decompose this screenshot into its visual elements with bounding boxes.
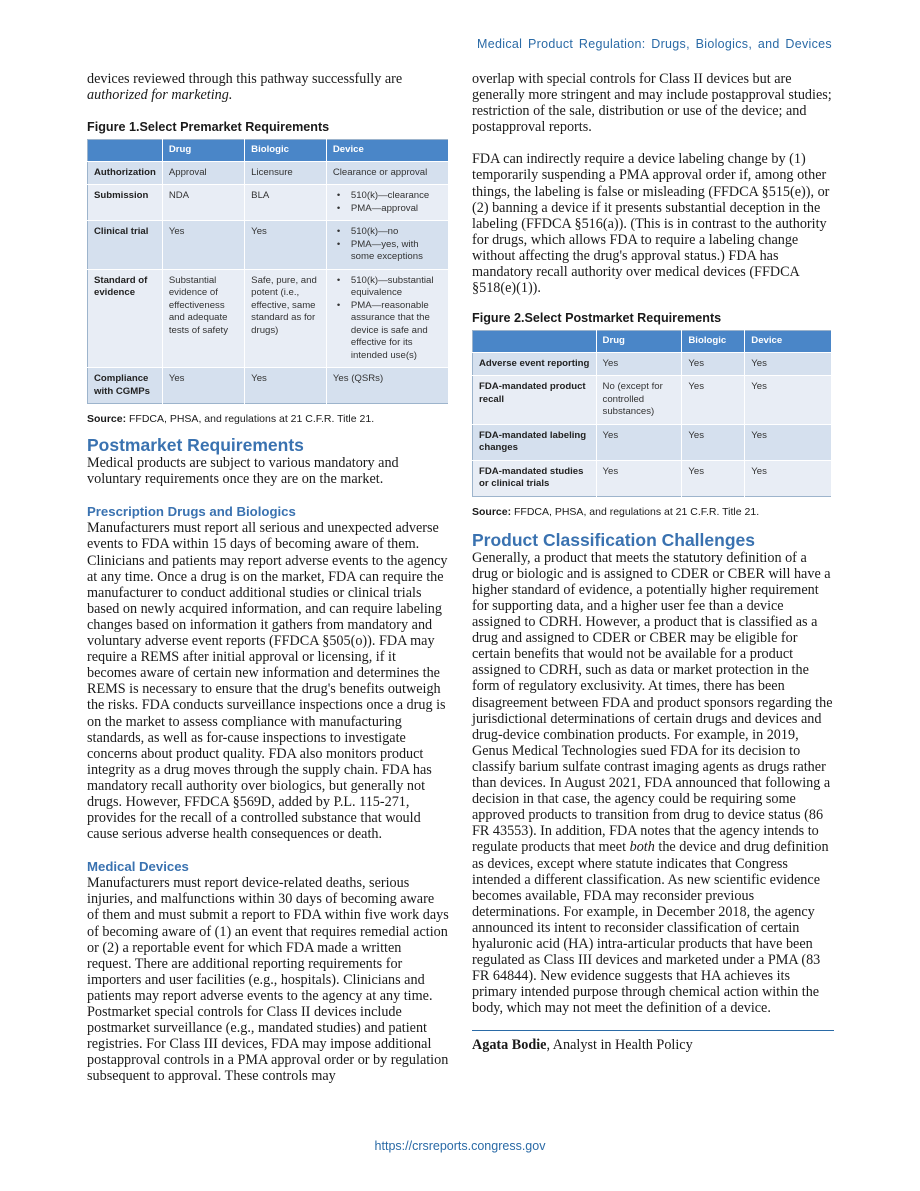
table-row xyxy=(473,460,832,496)
table-row xyxy=(88,161,449,185)
table-row xyxy=(88,269,449,368)
column-header xyxy=(88,140,163,162)
table-cell: No (except for controlled substances) xyxy=(596,376,682,425)
column-header: Drug xyxy=(162,140,244,162)
intro-text: devices reviewed through this pathway successfully are xyxy=(87,71,403,87)
medical-devices-heading: Medical Devices xyxy=(87,859,189,875)
drugs-biologics-heading: Prescription Drugs and Biologics xyxy=(87,504,296,520)
table-row xyxy=(88,221,449,270)
list-item: • 510(k)—no xyxy=(343,226,442,239)
table-cell: Yes xyxy=(162,368,244,404)
list-item: • 510(k)—clearance xyxy=(343,190,442,203)
column-header xyxy=(473,331,597,353)
row-label: FDA-mandated product recall xyxy=(473,376,597,425)
classification-italic: both xyxy=(629,839,655,856)
source-label: Source: xyxy=(87,413,127,426)
table-cell: Yes xyxy=(596,424,682,460)
table-cell xyxy=(326,269,448,368)
source-text: FFDCA, PHSA, and regulations at 21 C.F.R. Title 21. xyxy=(129,413,375,426)
author-name: Agata Bodie xyxy=(472,1037,547,1054)
table-cell: Safe, pure, and potent (i.e., effective, same standard as for drugs) xyxy=(245,269,327,368)
table-cell: Yes xyxy=(682,376,745,425)
postmarket-paragraph: Medical products are subject to various mandatory and voluntary requirements once they are on the market. xyxy=(87,455,399,488)
list-item: • PMA—approval xyxy=(343,203,442,216)
table-row xyxy=(88,185,449,221)
figure1-title: Figure 1.Select Premarket Requirements xyxy=(87,120,330,135)
list-item: • PMA—yes, with some exceptions xyxy=(343,239,442,264)
table-cell: Yes xyxy=(745,424,832,460)
table-cell: Clearance or approval xyxy=(326,161,448,185)
table-cell: Yes xyxy=(682,352,745,376)
source-text: FFDCA, PHSA, and regulations at 21 C.F.R. Title 21. xyxy=(514,505,760,518)
row-label: FDA-mandated studies or clinical trials xyxy=(473,460,597,496)
table-cell: Yes xyxy=(596,460,682,496)
author-title: , Analyst in Health Policy xyxy=(546,1037,693,1054)
table-header-row xyxy=(88,140,449,162)
list-item: • 510(k)—substantial equivalence xyxy=(343,275,442,300)
table-cell: Yes xyxy=(245,368,327,404)
classification-paragraph xyxy=(472,550,834,1017)
figure2-source xyxy=(472,506,834,518)
column-header: Device xyxy=(745,331,832,353)
footer-url-link[interactable]: https://crsreports.congress.gov xyxy=(374,1139,546,1153)
row-label: Standard of evidence xyxy=(88,269,163,368)
classification-text-part2: the device and drug definition as devices, except where statute indicates that Congress intended a different classification. As new scientific evidence becomes available, FDA may reconsider previous determinations. For example, in December 2018, the agency announced its intent to reconsider classification of certain hyaluronic acid (HA) intra-articular products that have been regulated as Class III devices and marketed under a PMA (83 FR 64844). New evidence suggests that HA achieves its primary intended purpose through chemical action within the body, which may not meet the definition of a device. xyxy=(472,839,829,1017)
figure1-table xyxy=(87,139,449,404)
table-cell xyxy=(326,185,448,221)
right-column xyxy=(472,71,834,1054)
row-label: Clinical trial xyxy=(88,221,163,270)
intro-paragraph xyxy=(87,71,449,103)
table-cell: Yes xyxy=(745,460,832,496)
table-cell: Yes xyxy=(682,460,745,496)
table-row xyxy=(473,376,832,425)
left-column xyxy=(87,71,449,1084)
column-header: Biologic xyxy=(245,140,327,162)
list-item: • PMA—reasonable assurance that the device is safe and effective for its intended use(s) xyxy=(343,300,442,363)
table-header-row xyxy=(473,331,832,353)
table-cell: Yes xyxy=(245,221,327,270)
table-cell: Yes xyxy=(596,352,682,376)
table-cell xyxy=(326,221,448,270)
continued-paragraph: overlap with special controls for Class II devices but are generally more stringent and may include postapproval studies; restriction of the sale, distribution or use of the device; and postapproval reports. xyxy=(472,71,832,136)
table-cell: Yes xyxy=(745,376,832,425)
table-row xyxy=(88,368,449,404)
table-cell: Yes xyxy=(745,352,832,376)
table-cell: Yes xyxy=(162,221,244,270)
figure1-source xyxy=(87,413,449,425)
classification-text-part1: Generally, a product that meets the statutory definition of a drug or biologic and is assigned to CDER or CBER will have a higher standard of evidence, a potentially higher requirement for supporting data, and a higher user fee than a device assigned to CDRH. However, a product that is classified as a drug and assigned to CDER or CBER may be eligible for certain benefits that would not be available for a product assigned to CDRH, such as data or market protection in the form of regulatory exclusivity. At times, there has been disagreement between FDA and product sponsors regarding the jurisdictional determinations of certain drugs and devices and drug-device combination products. For example, in 2019, Genus Medical Technologies sued FDA for its decision to classify barium sulfate contrast imaging agents as drugs rather than devices. In August 2021, FDA announced that following a decision in that case, the agency could be requiring some approved products to transition from drug to device status (86 FR 43553). In addition, FDA notes that the agency intends to regulate products that meet xyxy=(472,549,833,856)
row-label: Submission xyxy=(88,185,163,221)
table-cell: Yes xyxy=(682,424,745,460)
classification-heading: Product Classification Challenges xyxy=(472,529,755,550)
author-line xyxy=(472,1030,834,1054)
medical-devices-paragraph: Manufacturers must report device-related deaths, serious injuries, and malfunctions within 30 days of becoming aware of them and must submit a report to FDA within five work days of becoming aware of (1) an event that requires remedial action or (2) a reportable event for which FDA made a written request. There are additional reporting requirements for importers and user facilities (e.g., hospitals). Clinicians and patients may report adverse events to the agency at any time. Postmarket special controls for Class II devices include postmarket surveillance (e.g., mandated studies) and patient registries. For Class III devices, FDA may impose additional postapproval controls in a PMA approval order or by regulation subsequent to approval. These controls may xyxy=(87,875,449,1085)
row-label: Compliance with CGMPs xyxy=(88,368,163,404)
drugs-biologics-paragraph: Manufacturers must report all serious and unexpected adverse events to FDA within 15 days of becoming aware of them. Clinicians and patients may report adverse events to the agency at any time. Once a drug is on the market, FDA can require the manufacturer to conduct additional studies or clinical trials based on newly acquired information, and can require labeling changes based on information it gathers from mandatory and voluntary adverse event reports (FFDCA §505(o)). FDA may require a REMS after initial approval or licensing, if it becomes aware of certain new information and determines the REMS is necessary to ensure that the drug's benefits outweigh the risks. FDA conducts surveillance inspections once a drug is on the market to assess compliance with manufacturing standards, as well as for-cause inspections to investigate concerns about product quality. FDA also monitors product integrity as a drug moves through the supply chain. FDA has mandatory recall authority over biologics, but generally not drugs. However, FFDCA §569D, added by P.L. 115-271, provides for the recall of a controlled substance that would cause serious adverse health consequences or death. xyxy=(87,520,448,843)
row-label: Authorization xyxy=(88,161,163,185)
table-row xyxy=(473,352,832,376)
column-header: Drug xyxy=(596,331,682,353)
table-cell: Approval xyxy=(162,161,244,185)
row-label: FDA-mandated labeling changes xyxy=(473,424,597,460)
source-label: Source: xyxy=(472,505,512,518)
figure2-table xyxy=(472,330,832,497)
figure2-title: Figure 2.Select Postmarket Requirements xyxy=(472,311,722,326)
table-cell: Substantial evidence of effectiveness and adequate tests of safety xyxy=(162,269,244,368)
row-label: Adverse event reporting xyxy=(473,352,597,376)
postmarket-heading: Postmarket Requirements xyxy=(87,435,304,456)
table-cell: Licensure xyxy=(245,161,327,185)
column-header: Device xyxy=(326,140,448,162)
labeling-paragraph: FDA can indirectly require a device labeling change by (1) temporarily suspending a PMA approval order if, among other things, the labeling is false or misleading (FFDCA §515(e)), or (2) banning a device if it presents substantial deception in the labeling (FFDCA §516(a)). (This is in contrast to the authority for drugs, which allows FDA to require a labeling change without affecting the drug's approval status.) FDA has mandatory recall authority over medical devices (FFDCA §518(e)(1)). xyxy=(472,151,830,297)
table-cell: BLA xyxy=(245,185,327,221)
table-row xyxy=(473,424,832,460)
running-header: Medical Product Regulation: Drugs, Biologics, and Devices xyxy=(477,37,832,51)
column-header: Biologic xyxy=(682,331,745,353)
table-cell: NDA xyxy=(162,185,244,221)
intro-italic: authorized for marketing. xyxy=(87,87,233,104)
table-cell: Yes (QSRs) xyxy=(326,368,448,404)
